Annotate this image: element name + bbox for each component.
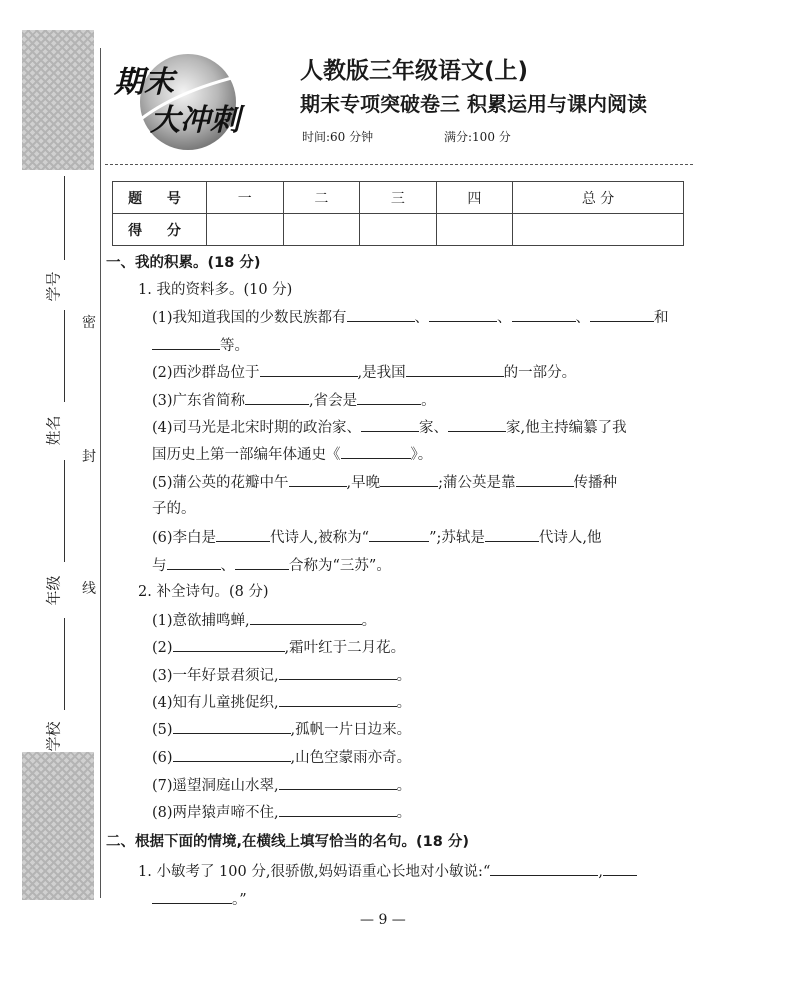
poem-end: 。 bbox=[361, 613, 377, 629]
poem-item bbox=[152, 802, 411, 823]
answer-blank[interactable] bbox=[289, 472, 347, 487]
answer-blank[interactable] bbox=[512, 307, 576, 322]
answer-blank[interactable] bbox=[152, 335, 220, 350]
poem-text: (8)两岸猿声啼不住, bbox=[152, 805, 279, 821]
q1-item-1-cont bbox=[152, 335, 249, 356]
poem-end: 。 bbox=[396, 668, 412, 684]
answer-blank[interactable] bbox=[490, 861, 598, 876]
poem-end: ,山色空蒙雨亦奇。 bbox=[290, 750, 412, 766]
answer-blank[interactable] bbox=[173, 719, 291, 734]
s2-q1-cont-end: 。” bbox=[232, 892, 247, 908]
q1-item-2-end: 的一部分。 bbox=[503, 365, 577, 381]
answer-blank[interactable] bbox=[279, 665, 397, 680]
score-row-label: 得 分 bbox=[113, 214, 207, 246]
poem-item bbox=[152, 665, 411, 686]
answer-blank[interactable] bbox=[260, 362, 358, 377]
q1-item-5-cont-text: 子的。 bbox=[152, 501, 196, 517]
answer-blank[interactable] bbox=[485, 527, 539, 542]
answer-blank[interactable] bbox=[380, 472, 438, 487]
answer-blank[interactable] bbox=[245, 390, 309, 405]
answer-blank[interactable] bbox=[448, 417, 506, 432]
q1-item-1-sep1: 、 bbox=[414, 310, 430, 326]
poem-text: (4)知有儿童挑促织, bbox=[152, 695, 279, 711]
q2-heading: 2. 补全诗句。(8 分) bbox=[138, 584, 269, 600]
section1-heading: 一、我的积累。(18 分) bbox=[106, 255, 261, 271]
answer-blank[interactable] bbox=[216, 527, 270, 542]
q1-item-6-cont-sep: 、 bbox=[220, 558, 235, 574]
binding-pattern-bottom bbox=[22, 752, 94, 900]
score-cell[interactable] bbox=[283, 214, 360, 246]
q1-item-5 bbox=[152, 472, 617, 493]
school-label: 学校 bbox=[44, 721, 63, 752]
full-score: 满分:100 分 bbox=[444, 130, 511, 144]
score-cell[interactable] bbox=[207, 214, 284, 246]
q1-item-6-cont-end: 合称为“三苏”。 bbox=[289, 558, 391, 574]
seal-char-xian: 线 bbox=[82, 581, 96, 597]
q1-item-4 bbox=[152, 417, 627, 438]
answer-blank[interactable] bbox=[279, 802, 397, 817]
student-name-label: 姓名 bbox=[44, 415, 63, 446]
poem-item bbox=[152, 610, 376, 631]
q1-item-2-mid: ,是我国 bbox=[357, 365, 406, 381]
answer-blank[interactable] bbox=[279, 775, 397, 790]
score-cell[interactable] bbox=[513, 214, 684, 246]
page-title: 人教版三年级语文(上) bbox=[300, 58, 529, 84]
answer-blank[interactable] bbox=[516, 472, 574, 487]
answer-blank[interactable] bbox=[406, 362, 504, 377]
q1-item-1 bbox=[152, 307, 669, 328]
q1-item-3-text: (3)广东省简称 bbox=[152, 393, 246, 409]
poem-item bbox=[152, 692, 411, 713]
student-id-label: 学号 bbox=[44, 271, 63, 302]
score-table-header-cell: 三 bbox=[360, 182, 437, 214]
poem-end: 。 bbox=[396, 695, 412, 711]
score-table bbox=[112, 181, 684, 246]
poem-text: (3)一年好景君须记, bbox=[152, 668, 279, 684]
answer-blank[interactable] bbox=[235, 555, 289, 570]
score-table-header-cell: 题 号 bbox=[113, 182, 207, 214]
answer-blank[interactable] bbox=[279, 692, 397, 707]
grade-line[interactable] bbox=[64, 460, 65, 562]
binding-rule bbox=[100, 48, 101, 898]
q1-item-6-cont-text: 与 bbox=[152, 558, 167, 574]
q1-item-6-cont bbox=[152, 555, 391, 576]
logo-text-line1: 期末 bbox=[114, 65, 174, 100]
poem-text: (2) bbox=[152, 640, 173, 656]
q1-item-1-text: (1)我知道我国的少数民族都有 bbox=[152, 310, 347, 326]
answer-blank[interactable] bbox=[341, 444, 411, 459]
q1-item-1-end: 和 bbox=[654, 310, 669, 326]
q1-item-6-text: (6)李白是 bbox=[152, 530, 217, 546]
q1-item-5-text: (5)蒲公英的花瓣中午 bbox=[152, 475, 289, 491]
final-sprint-logo bbox=[108, 52, 258, 152]
poem-end: ,孤帆一片日边来。 bbox=[290, 722, 412, 738]
poem-text: (1)意欲捕鸣蝉, bbox=[152, 613, 250, 629]
poem-end: ,霜叶红于二月花。 bbox=[284, 640, 406, 656]
q1-item-1-sep3: 、 bbox=[575, 310, 591, 326]
poem-item bbox=[152, 719, 411, 740]
q1-heading: 1. 我的资料多。(10 分) bbox=[138, 282, 293, 298]
q1-item-6-mid1: 代诗人,被称为“ bbox=[270, 530, 370, 546]
score-cell[interactable] bbox=[436, 214, 513, 246]
q1-item-3 bbox=[152, 390, 436, 411]
grade-label: 年级 bbox=[44, 575, 63, 606]
q1-item-4-text: (4)司马光是北宋时期的政治家、 bbox=[152, 420, 362, 436]
student-id-line[interactable] bbox=[64, 176, 65, 260]
q1-item-5-end: 传播种 bbox=[573, 475, 618, 491]
answer-blank[interactable] bbox=[590, 307, 654, 322]
q1-item-4-end: 家,他主持编纂了我 bbox=[506, 420, 627, 436]
answer-blank[interactable] bbox=[167, 555, 221, 570]
poem-text: (6) bbox=[152, 750, 173, 766]
header-divider bbox=[105, 164, 693, 165]
q1-item-1-sep2: 、 bbox=[497, 310, 512, 326]
seal-char-feng: 封 bbox=[82, 449, 96, 465]
q1-item-6-end: 代诗人,他 bbox=[538, 530, 602, 546]
score-table-score-row bbox=[113, 214, 684, 246]
answer-blank[interactable] bbox=[357, 390, 421, 405]
score-cell[interactable] bbox=[360, 214, 437, 246]
s2-q1-text: 1. 小敏考了 100 分,很骄傲,妈妈语重心长地对小敏说:“ bbox=[138, 864, 491, 880]
score-table-header-cell: 总 分 bbox=[513, 182, 684, 214]
answer-blank[interactable] bbox=[429, 307, 497, 322]
score-table-header-cell: 二 bbox=[283, 182, 360, 214]
q1-item-6 bbox=[152, 527, 602, 548]
poem-item bbox=[152, 747, 411, 768]
s2-q1-comma: , bbox=[598, 864, 603, 880]
poem-end: 。 bbox=[396, 805, 412, 821]
q1-item-5-mid2: ;蒲公英是靠 bbox=[438, 475, 516, 491]
q1-item-2 bbox=[152, 362, 576, 383]
q1-item-5-mid1: ,早晚 bbox=[346, 475, 381, 491]
answer-blank[interactable] bbox=[250, 610, 362, 625]
poem-item bbox=[152, 775, 411, 796]
s2-q1-cont bbox=[152, 889, 247, 910]
q1-item-1-cont-text: 等。 bbox=[220, 338, 249, 354]
answer-blank[interactable] bbox=[369, 527, 429, 542]
s2-q1 bbox=[138, 861, 637, 882]
answer-blank[interactable] bbox=[347, 307, 415, 322]
q1-item-6-mid2: ”;苏轼是 bbox=[429, 530, 485, 546]
q1-item-5-cont bbox=[152, 499, 196, 519]
school-line[interactable] bbox=[64, 618, 65, 710]
answer-blank[interactable] bbox=[173, 747, 291, 762]
answer-blank[interactable] bbox=[603, 861, 637, 876]
answer-blank[interactable] bbox=[361, 417, 419, 432]
section2-heading: 二、根据下面的情境,在横线上填写恰当的名句。(18 分) bbox=[106, 834, 469, 850]
q1-item-3-end: 。 bbox=[421, 393, 436, 409]
answer-blank[interactable] bbox=[152, 889, 232, 904]
q1-item-2-text: (2)西沙群岛位于 bbox=[152, 365, 260, 381]
page-subtitle: 期末专项突破卷三 积累运用与课内阅读 bbox=[300, 92, 647, 116]
poem-end: 。 bbox=[396, 778, 412, 794]
logo-text-line2: 大冲刺 bbox=[150, 103, 240, 138]
score-table-header-cell: 四 bbox=[436, 182, 513, 214]
time-limit: 时间:60 分钟 bbox=[302, 130, 374, 144]
poem-item bbox=[152, 637, 405, 658]
q1-item-4-cont-text: 国历史上第一部编年体通史《 bbox=[152, 447, 341, 463]
poem-text: (7)遥望洞庭山水翠, bbox=[152, 778, 279, 794]
q1-item-4-mid: 家、 bbox=[419, 420, 449, 436]
binding-pattern-top bbox=[22, 30, 94, 170]
q1-item-4-cont-end: 》。 bbox=[410, 447, 433, 463]
seal-char-mi: 密 bbox=[82, 315, 96, 331]
q1-item-3-mid: ,省会是 bbox=[309, 393, 358, 409]
page-number: — 9 — bbox=[360, 912, 406, 928]
answer-blank[interactable] bbox=[173, 637, 285, 652]
q1-item-4-cont bbox=[152, 444, 432, 465]
poem-text: (5) bbox=[152, 722, 173, 738]
score-table-header-row bbox=[113, 182, 684, 214]
score-table-header-cell: 一 bbox=[207, 182, 284, 214]
student-name-line[interactable] bbox=[64, 310, 65, 402]
